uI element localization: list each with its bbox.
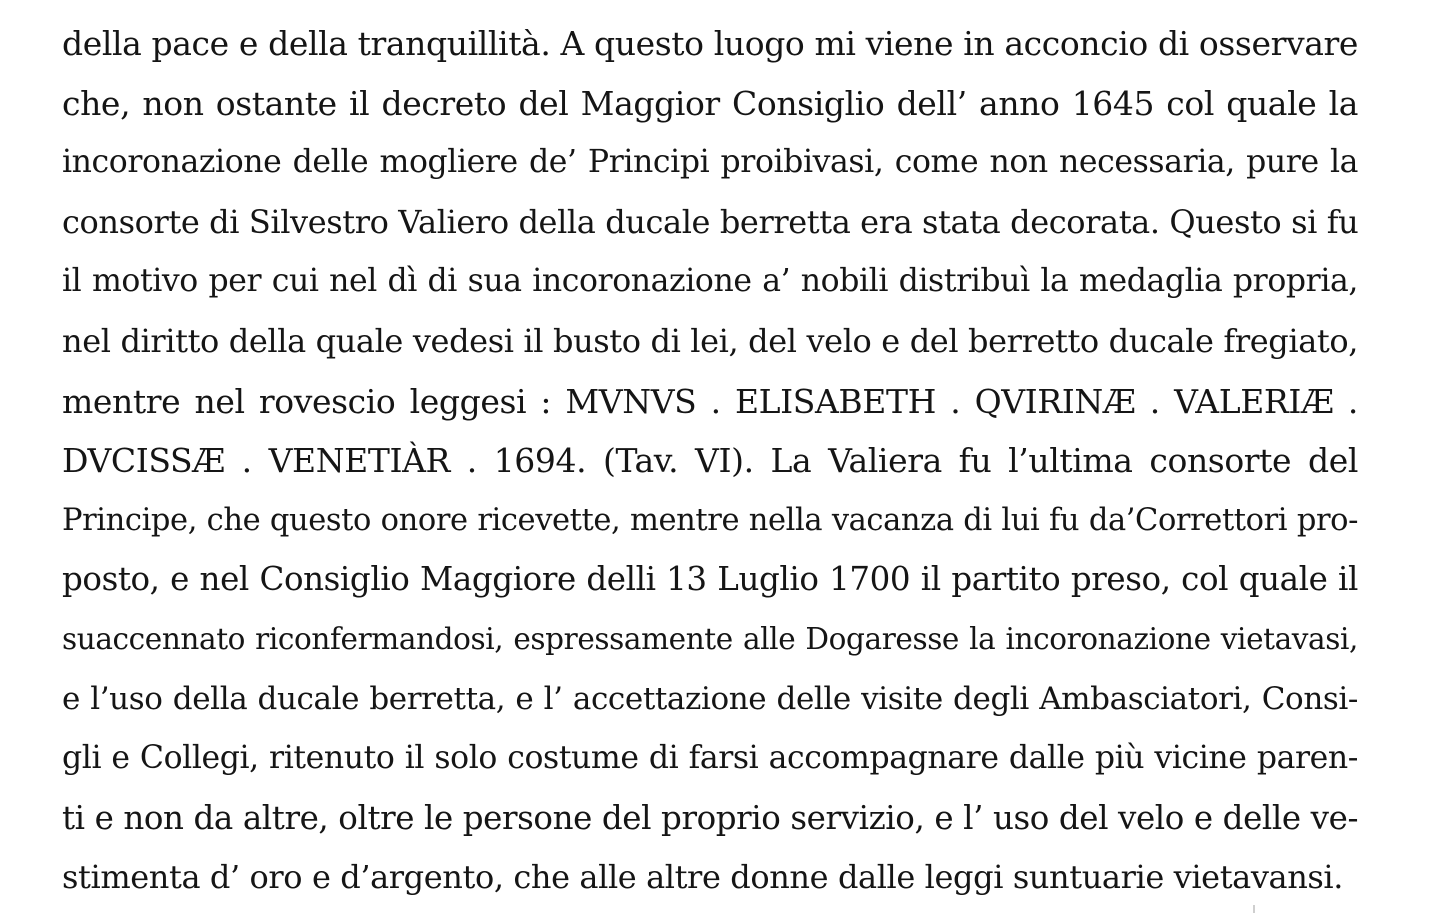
text-line-2: che, non ostante il decreto del Maggior Consiglio dell’ anno 1645 col quale la	[62, 83, 1358, 123]
text-line-10: posto, e nel Consiglio Maggiore delli 13 Luglio 1700 il partito preso, col quale il	[62, 560, 1358, 599]
text-line-5: il motivo per cui nel dì di sua incoronazione a’ nobili distribuì la medaglia propria,	[62, 263, 1358, 300]
body-paragraph	[62, 14, 1358, 908]
text-line-11: suaccennato riconfermandosi, espressamente alle Dogaresse la incoronazione vietavasi,	[62, 621, 1358, 656]
text-line-9: Principe, che questo onore ricevette, mentre nella vacanza di lui fu da’Correttori pro-	[62, 502, 1358, 538]
text-line-7: mentre nel rovescio leggesi : MVNVS . ELISABETH . QVIRINÆ . VALERIÆ .	[62, 381, 1358, 421]
text-line-8: DVCISSÆ . VENETIÀR . 1694. (Tav. VI). La Valiera fu l’ultima consorte del	[62, 441, 1358, 481]
text-line-4: consorte di Silvestro Valiero della ducale berretta era stata decorata. Questo si fu	[62, 202, 1358, 241]
text-line-12: e l’uso della ducale berretta, e l’ accettazione delle visite degli Ambasciatori, Consi-	[62, 680, 1358, 717]
text-line-3: incoronazione delle mogliere de’ Principi proibivasi, come non necessaria, pure la	[62, 144, 1358, 181]
text-line-13: gli e Collegi, ritenuto il solo costume di farsi accompagnare dalle più vicine paren-	[62, 740, 1358, 777]
scan-mark	[1253, 905, 1255, 913]
text-line-15: stimenta d’ oro e d’argento, che alle altre donne dalle leggi suntuarie vietavansi.	[62, 858, 1344, 897]
text-line-14: ti e non da altre, oltre le persone del proprio servizio, e l’ uso del velo e delle ve-	[62, 798, 1358, 837]
text-line-6: nel diritto della quale vedesi il busto di lei, del velo e del berretto ducale fregiato,	[62, 321, 1358, 360]
text-line-1: della pace e della tranquillità. A questo luogo mi viene in acconcio di osservare	[62, 24, 1358, 63]
